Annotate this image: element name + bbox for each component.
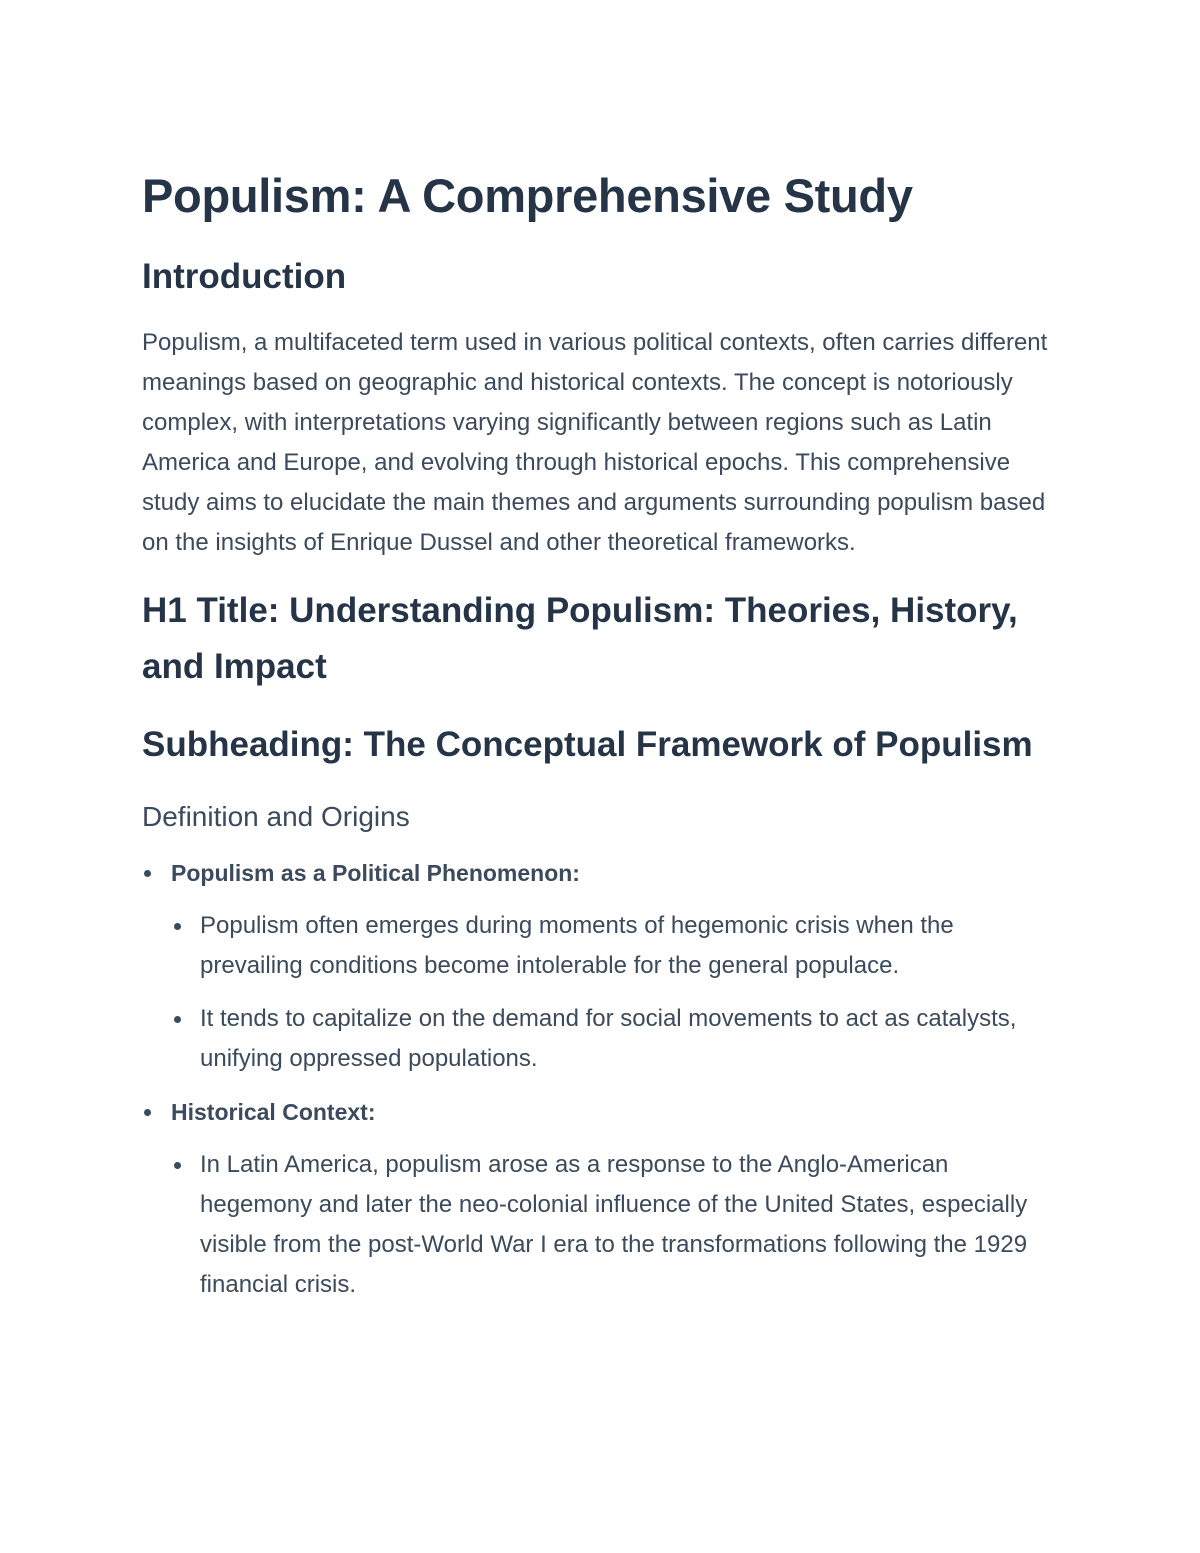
- section-heading: Definition and Origins: [142, 801, 410, 832]
- subheading: Subheading: The Conceptual Framework of Populism: [142, 725, 1033, 764]
- bullet-icon: [174, 1162, 181, 1169]
- document-page: [142, 165, 1072, 1318]
- sub-list-item: [171, 906, 1062, 986]
- bullet-icon: [174, 1016, 181, 1023]
- list-item: [142, 1092, 1072, 1305]
- sub-list-item-text: In Latin America, populism arose as a response to the Anglo-American hegemony and later the neo-colonial influence of the United States, especially visible from the post-World War I era to the transformations following the 1929 financial crisis.: [200, 1151, 1028, 1298]
- h1-title-heading: H1 Title: Understanding Populism: Theories, History, and Impact: [142, 591, 1018, 686]
- sub-list-item-text: Populism often emerges during moments of hegemonic crisis when the prevailing conditions become intolerable for the general populace.: [200, 912, 954, 979]
- bullet-list: [142, 853, 1072, 1305]
- introduction-paragraph: Populism, a multifaceted term used in various political contexts, often carries different meanings based on geographic and historical contexts. The concept is notoriously complex, with interpretations varying significantly between regions such as Latin America and Europe, and evolving through historical epochs. This comprehensive study aims to elucidate the main themes and arguments surrounding populism based on the insights of Enrique Dussel and other theoretical frameworks.: [142, 329, 1048, 556]
- list-item: [142, 853, 1072, 1079]
- sub-bullet-list: [171, 1145, 1072, 1305]
- bullet-icon: [144, 870, 151, 877]
- introduction-heading: Introduction: [142, 257, 347, 296]
- sub-list-item: [171, 1145, 1062, 1305]
- bullet-icon: [174, 923, 181, 930]
- document-title: Populism: A Comprehensive Study: [142, 169, 913, 222]
- list-item-label: Historical Context:: [171, 1099, 376, 1125]
- sub-bullet-list: [171, 906, 1072, 1079]
- list-item-label: Populism as a Political Phenomenon:: [171, 860, 580, 886]
- sub-list-item-text: It tends to capitalize on the demand for social movements to act as catalysts, unifying oppressed populations.: [200, 1005, 1017, 1072]
- bullet-icon: [144, 1109, 151, 1116]
- sub-list-item: [171, 999, 1062, 1079]
